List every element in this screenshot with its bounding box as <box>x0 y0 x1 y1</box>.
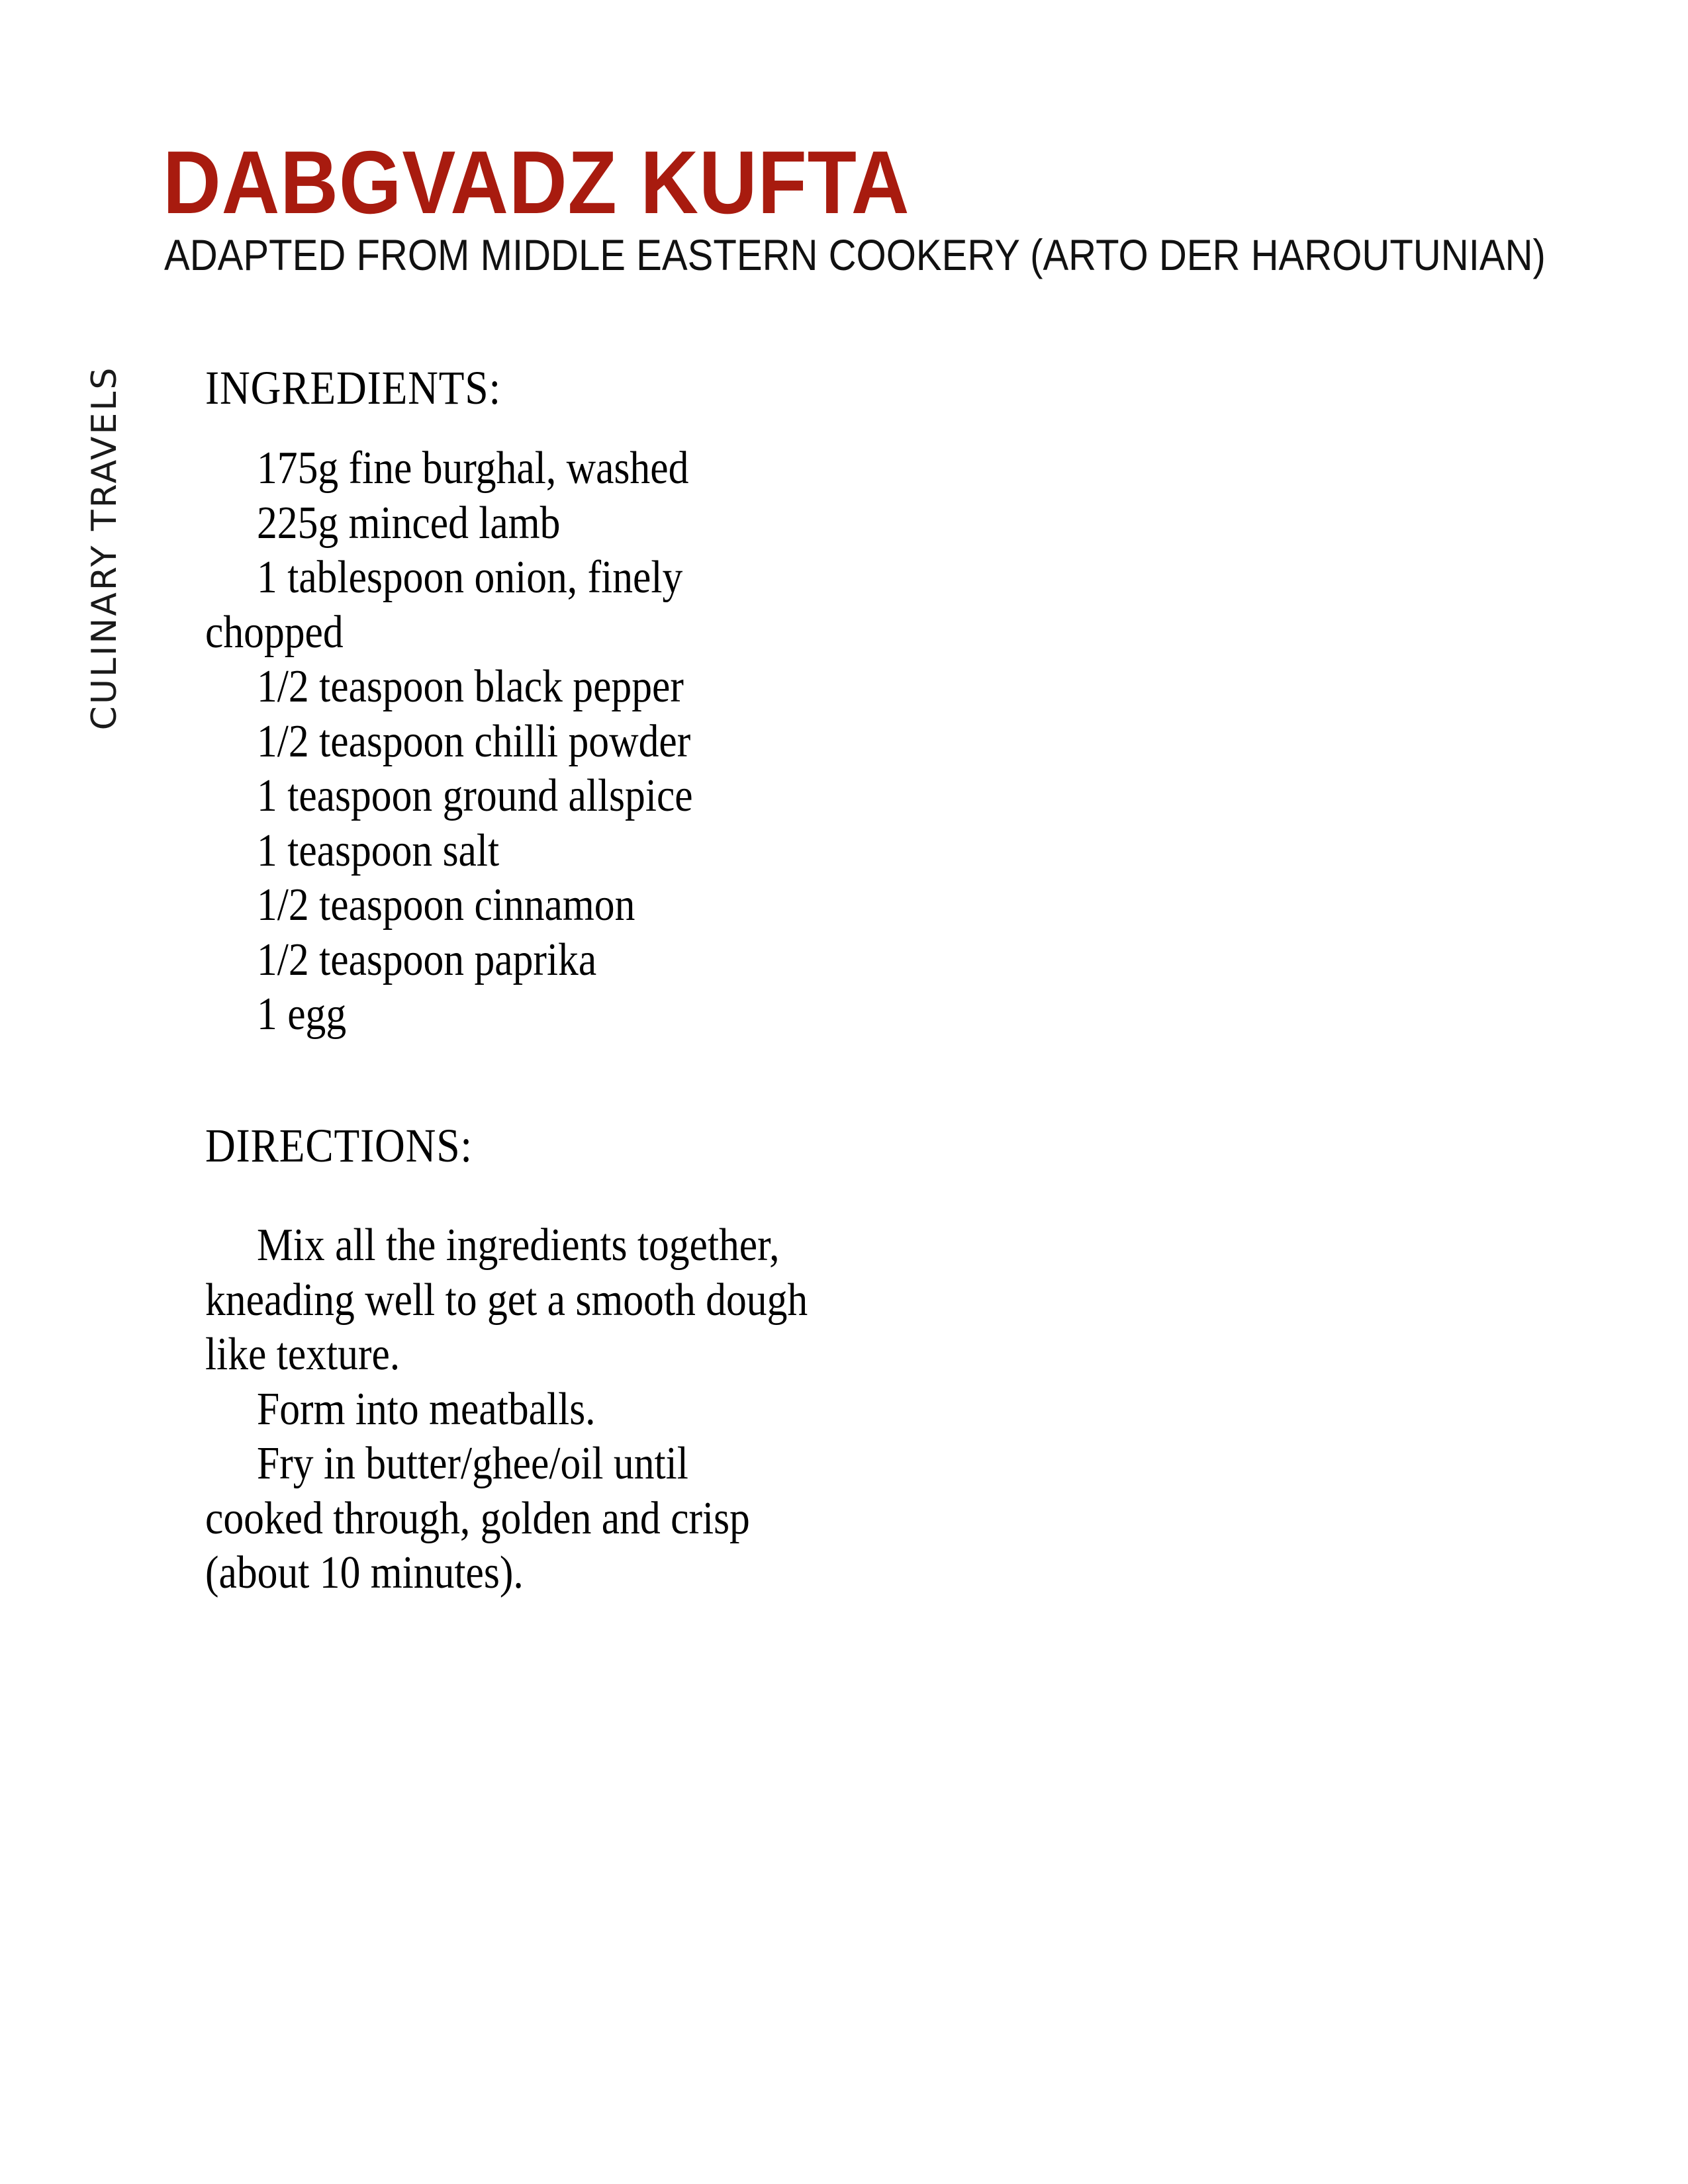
ingredient-line-text: 1 teaspoon salt <box>257 825 500 876</box>
ingredient-line-text: 1/2 teaspoon black pepper <box>257 661 684 712</box>
ingredient-line <box>205 878 933 933</box>
directions-heading <box>205 1118 933 1173</box>
directions-section <box>205 1118 933 1601</box>
page-title-text: DABGVADZ KUFTA <box>163 132 910 232</box>
ingredient-line-text: chopped <box>205 606 344 658</box>
ingredients-heading <box>205 361 933 415</box>
direction-line <box>205 1328 933 1383</box>
direction-line-text: like texture. <box>205 1329 400 1380</box>
direction-line <box>205 1546 933 1601</box>
directions-list <box>205 1218 933 1601</box>
direction-line-text: Form into meatballs. <box>257 1383 596 1435</box>
direction-line-text: Mix all the ingredients together, <box>257 1220 780 1271</box>
ingredient-line <box>205 824 933 879</box>
ingredient-line <box>205 987 933 1042</box>
direction-line <box>205 1492 933 1547</box>
ingredient-line-text: 1 teaspoon ground allspice <box>257 770 693 821</box>
direction-line-text: cooked through, golden and crisp <box>205 1492 750 1544</box>
ingredient-line-text: 175g fine burghal, washed <box>257 443 689 494</box>
ingredient-line <box>205 551 933 606</box>
ingredient-line <box>205 606 933 660</box>
direction-line-text: Fry in butter/ghee/oil until <box>257 1438 688 1489</box>
ingredient-line <box>205 496 933 551</box>
ingredient-line <box>205 933 933 988</box>
page-subtitle <box>164 232 1688 278</box>
page-subtitle-text: ADAPTED FROM MIDDLE EASTERN COOKERY (ARTO DER HAROUTUNIAN) <box>164 230 1546 279</box>
ingredient-line <box>205 715 933 770</box>
brand-vertical-text: CULINARY TRAVELS <box>85 365 124 731</box>
ingredient-line-text: 1 egg <box>257 989 347 1040</box>
direction-line <box>205 1383 933 1437</box>
ingredients-section <box>205 361 933 1042</box>
ingredient-line-text: 225g minced lamb <box>257 497 561 549</box>
ingredients-list <box>205 441 933 1042</box>
directions-heading-text: DIRECTIONS: <box>205 1119 473 1172</box>
page-title <box>163 132 993 232</box>
direction-line-text: (about 10 minutes). <box>205 1547 524 1598</box>
direction-line <box>205 1273 933 1328</box>
direction-line <box>205 1437 933 1492</box>
ingredient-line-text: 1/2 teaspoon paprika <box>257 934 597 985</box>
ingredient-line <box>205 441 933 496</box>
direction-line-text: kneading well to get a smooth dough <box>205 1274 808 1326</box>
ingredient-line <box>205 769 933 824</box>
ingredients-heading-text: INGREDIENTS: <box>205 361 501 414</box>
direction-line <box>205 1218 933 1273</box>
ingredient-line-text: 1/2 teaspoon cinnamon <box>257 880 635 931</box>
ingredient-line <box>205 660 933 715</box>
ingredient-line-text: 1/2 teaspoon chilli powder <box>257 715 691 767</box>
ingredient-line-text: 1 tablespoon onion, finely <box>257 552 683 603</box>
